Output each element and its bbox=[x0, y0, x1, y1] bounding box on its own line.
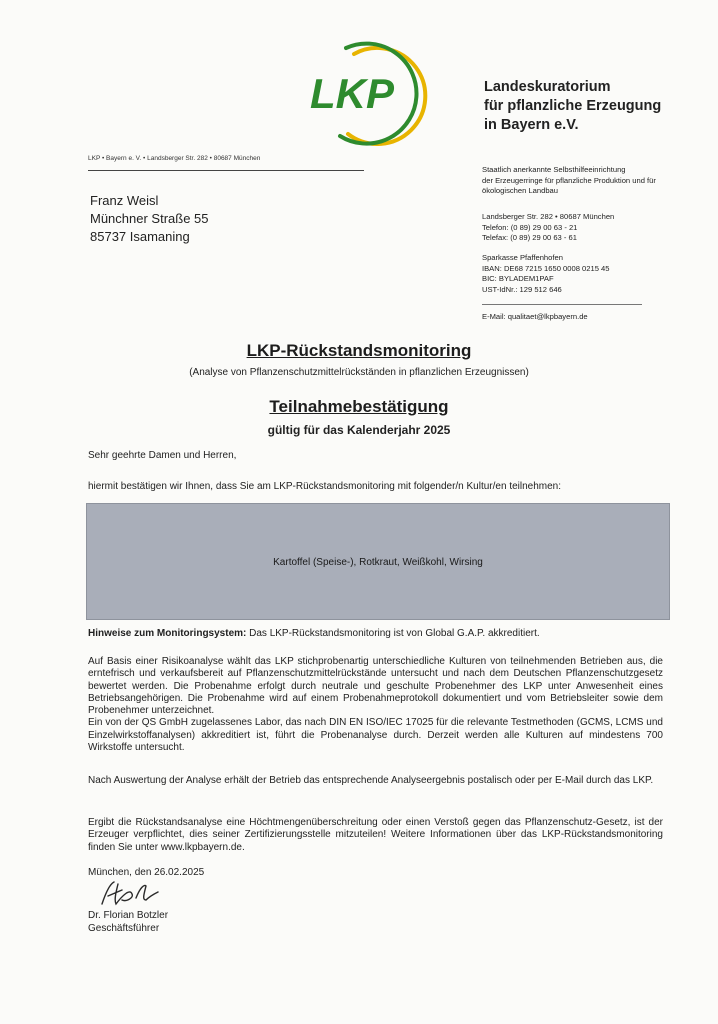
organisation-name bbox=[484, 78, 661, 135]
recipient-street: Münchner Straße 55 bbox=[90, 211, 209, 226]
paragraph-violations: Ergibt die Rückstandsanalyse eine Höchtmengenüberschreitung oder einen Verstoß gegen das Pflanzenschutz-Gesetz, ist der Erzeuger verpflichtet, dies seiner Zertifizierungsstelle mitzuteilen! Weitere Informationen über das LKP-Rückstandsmonitoring finden Sie unter www.lkpbayern.de. bbox=[88, 817, 663, 853]
signature-image bbox=[96, 878, 166, 908]
confirmation-title: Teilnahmebestätigung bbox=[269, 397, 449, 416]
org-name-line: für pflanzliche Erzeugung bbox=[484, 98, 662, 114]
recognition-line: ökologischen Landbau bbox=[482, 186, 559, 195]
salutation: Sehr geehrte Damen und Herren, bbox=[88, 450, 237, 461]
crops-box bbox=[86, 503, 670, 620]
email-address: E-Mail: qualitaet@lkpbayern.de bbox=[482, 312, 588, 321]
validity-year: gültig für das Kalenderjahr 2025 bbox=[267, 423, 451, 437]
sender-address-line: LKP • Bayern e. V. • Landsberger Str. 282 • 80687 München bbox=[88, 155, 261, 162]
fax-line: Telefax: (0 89) 29 00 63 - 61 bbox=[482, 233, 577, 242]
paragraph-results: Nach Auswertung der Analyse erhält der Betrieb das entsprechende Analyseergebnis postalisch oder per E-Mail durch das LKP. bbox=[88, 775, 654, 786]
contact-divider bbox=[482, 304, 642, 305]
notes-label: Hinweise zum Monitoringsystem: bbox=[88, 628, 247, 639]
address-line: Landsberger Str. 282 • 80687 München bbox=[482, 212, 615, 221]
notes-text: Das LKP-Rückstandsmonitoring ist von Global G.A.P. akkreditiert. bbox=[246, 628, 540, 639]
recipient-city: 85737 Isamaning bbox=[90, 229, 190, 244]
document-subtitle: (Analyse von Pflanzenschutzmittelrückständen in pflanzlichen Erzeugnissen) bbox=[189, 367, 529, 378]
paragraph-sampling: Auf Basis einer Risikoanalyse wählt das LKP stichprobenartig unterschiedliche Kulturen von teilnehmenden Betrieben aus, die erntefrisch und verkaufsbereit auf Pflanzenschutzmittelrückstände untersucht und nach dem Deutschen Pflanzenschutzgesetz bewertet werden. Die Probenahme erfolgt durch neutrale und geschulte Probenehmer des LKP unter Anwesenheit eines Betriebsangehörigen. Die Probenahme wird auf einem Probenahmeprotokoll dokumentiert und vom Betriebsleiter sowie dem Probenehmer unterzeichnet. bbox=[88, 656, 663, 717]
sender-divider bbox=[88, 170, 364, 171]
org-name-line: Landeskuratorium bbox=[484, 79, 611, 95]
recipient-name: Franz Weisl bbox=[90, 193, 159, 208]
contact-address bbox=[482, 212, 614, 244]
recognition-note bbox=[482, 165, 656, 197]
recognition-line: der Erzeugerringe für pflanzliche Produktion und für bbox=[482, 175, 656, 185]
iban: IBAN: DE68 7215 1650 0008 0215 45 bbox=[482, 263, 610, 273]
crops-list: Kartoffel (Speise-), Rotkraut, Weißkohl, Wirsing bbox=[273, 557, 483, 568]
signer-name: Dr. Florian Botzler bbox=[88, 910, 169, 921]
document-title: LKP-Rückstandsmonitoring bbox=[246, 341, 472, 360]
bank-name: Sparkasse Pfaffenhofen bbox=[482, 253, 563, 262]
monitoring-notes bbox=[88, 628, 663, 639]
svg-text:LKP: LKP bbox=[310, 70, 394, 117]
bic: BIC: BYLADEM1PAF bbox=[482, 274, 554, 283]
bank-details bbox=[482, 253, 610, 295]
place-and-date: München, den 26.02.2025 bbox=[88, 867, 205, 878]
phone-line: Telefon: (0 89) 29 00 63 - 21 bbox=[482, 222, 578, 232]
recipient-address bbox=[90, 192, 209, 246]
org-name-line: in Bayern e.V. bbox=[484, 117, 579, 133]
vat-id: UST-IdNr.: 129 512 646 bbox=[482, 284, 562, 294]
signer-block bbox=[88, 910, 168, 935]
signer-title: Geschäftsführer bbox=[88, 922, 160, 934]
paragraph-laboratory: Ein von der QS GmbH zugelassenes Labor, das nach DIN EN ISO/IEC 17025 für die relevante Testmethoden (GCMS, LCMS und Einzelwirkstoffanalysen) akkreditiert ist, führt die Probenanalyse durch. Derzeit werden alle Kulturen auf mindestens 700 Wirkstoffe untersucht. bbox=[88, 717, 663, 754]
intro-text: hiermit bestätigen wir Ihnen, dass Sie am LKP-Rückstandsmonitoring mit folgender/n Kultur/en teilnehmen: bbox=[88, 481, 562, 492]
paragraph-procedure bbox=[88, 656, 663, 754]
lkp-logo bbox=[296, 38, 446, 148]
recognition-line: Staatlich anerkannte Selbsthilfeeinrichtung bbox=[482, 165, 626, 174]
